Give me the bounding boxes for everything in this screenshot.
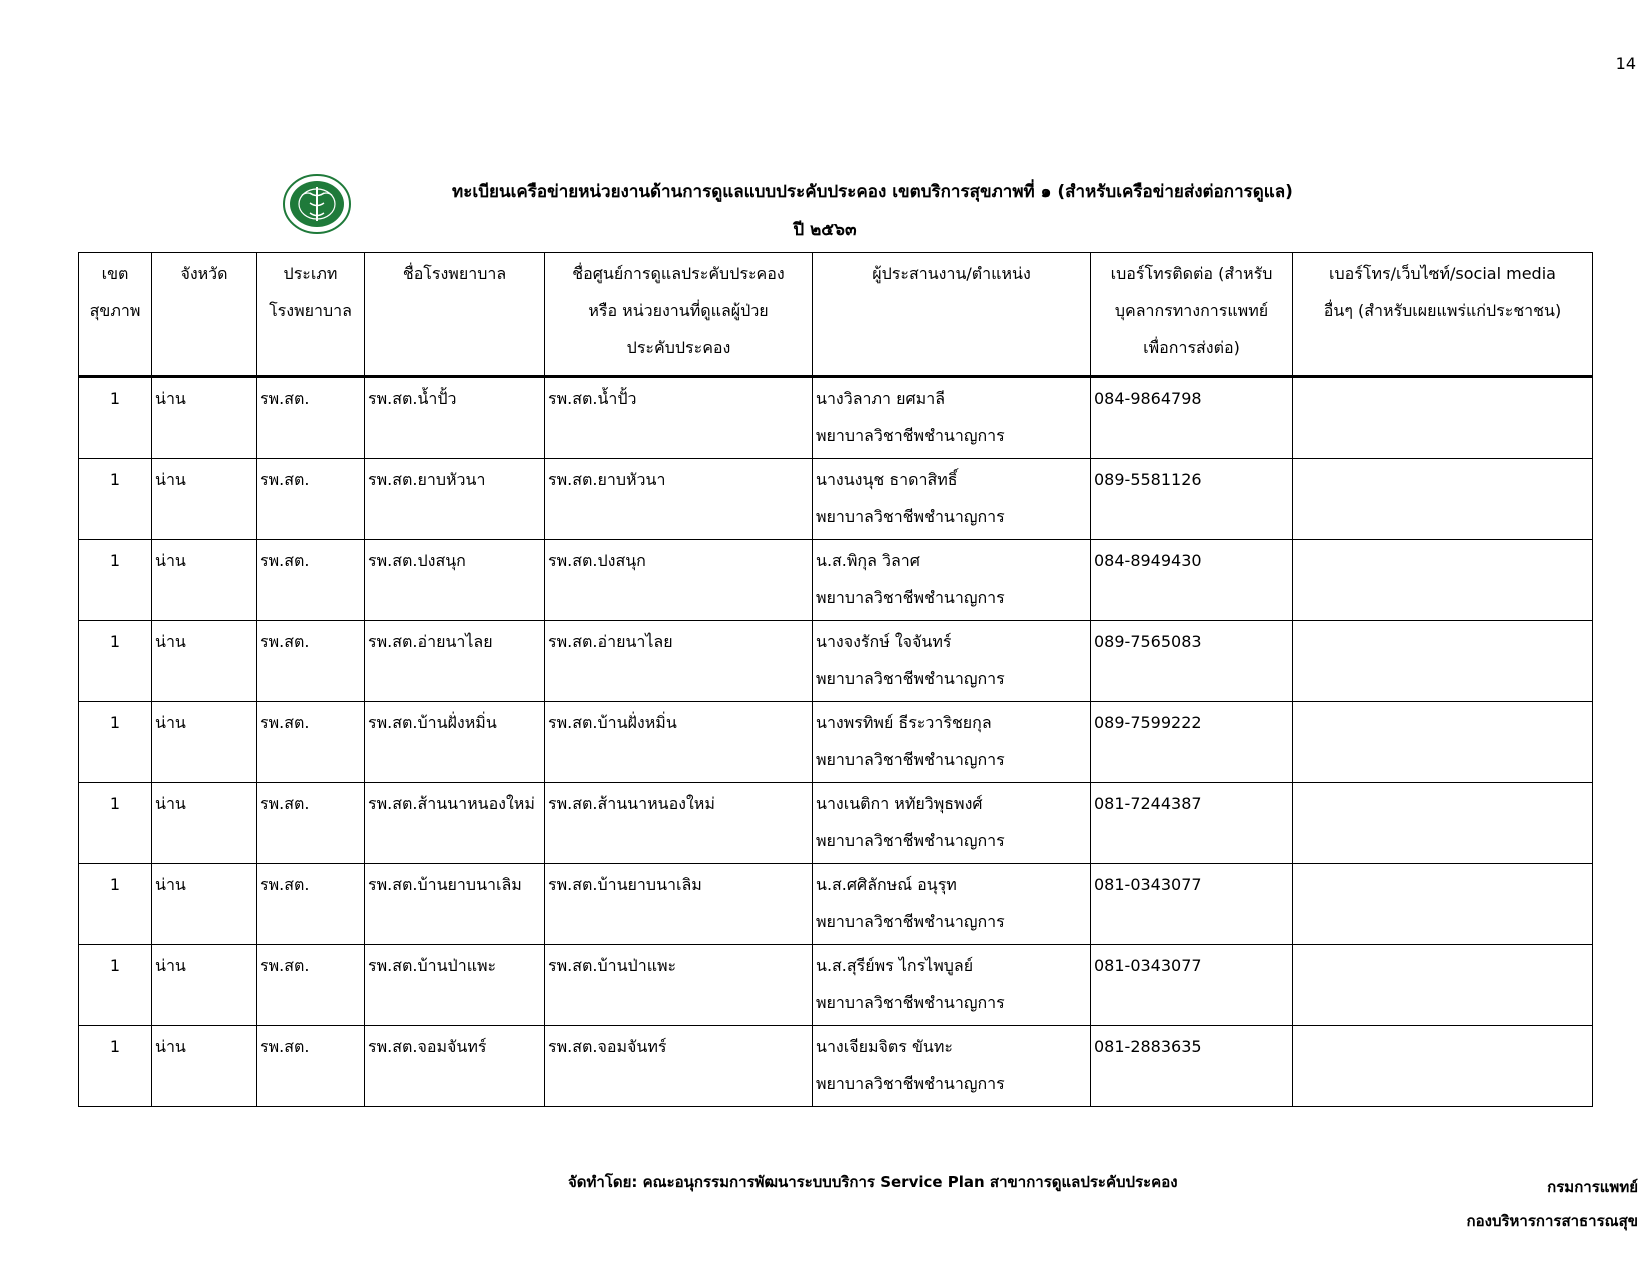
cell-coordinator xyxy=(813,377,1091,459)
table-header-row xyxy=(79,253,1593,377)
coordinator-name: น.ส.ศศิลักษณ์ อนุรุท xyxy=(816,875,957,894)
cell-type: รพ.สต. xyxy=(257,702,365,783)
cell-hospital: รพ.สต.บ้านป่าแพะ xyxy=(365,945,545,1026)
cell-phone: 081-2883635 xyxy=(1091,1026,1293,1107)
cell-type: รพ.สต. xyxy=(257,783,365,864)
coordinator-name: น.ส.พิกุล วิลาศ xyxy=(816,551,920,570)
cell-province: น่าน xyxy=(152,621,257,702)
cell-hospital: รพ.สต.บ้านยาบนาเลิม xyxy=(365,864,545,945)
cell-coordinator xyxy=(813,864,1091,945)
cell-zone: 1 xyxy=(79,702,152,783)
coordinator-name: นางเจียมจิตร ขันทะ xyxy=(816,1037,953,1056)
cell-hospital: รพ.สต.จอมจันทร์ xyxy=(365,1026,545,1107)
header-hospital-type: ประเภท โรงพยาบาล xyxy=(257,253,365,377)
cell-zone: 1 xyxy=(79,540,152,621)
coordinator-name: นางพรทิพย์ ธีระวาริชยกุล xyxy=(816,713,992,732)
document-subtitle: ปี ๒๕๖๓ xyxy=(793,220,857,240)
table-body xyxy=(79,377,1593,1107)
cell-province: น่าน xyxy=(152,864,257,945)
cell-hospital: รพ.สต.อ่ายนาไลย xyxy=(365,621,545,702)
header-care-center: ชื่อศูนย์การดูแลประคับประคอง หรือ หน่วยงานที่ดูแลผู้ป่วย ประคับประคอง xyxy=(545,253,813,377)
coordinator-name: นางจงรักษ์ ใจจันทร์ xyxy=(816,632,952,651)
cell-hospital: รพ.สต.ยาบหัวนา xyxy=(365,459,545,540)
cell-province: น่าน xyxy=(152,1026,257,1107)
cell-zone: 1 xyxy=(79,377,152,459)
table-row xyxy=(79,702,1593,783)
cell-type: รพ.สต. xyxy=(257,377,365,459)
coordinator-name: นางวิลาภา ยศมาลี xyxy=(816,389,945,408)
cell-province: น่าน xyxy=(152,702,257,783)
cell-public xyxy=(1293,621,1593,702)
cell-zone: 1 xyxy=(79,945,152,1026)
cell-phone: 081-0343077 xyxy=(1091,864,1293,945)
cell-center: รพ.สต.น้ำปั้ว xyxy=(545,377,813,459)
prepared-by-note: จัดทำโดย: คณะอนุกรรมการพัฒนาระบบบริการ Service Plan สาขาการดูแลประคับประคอง xyxy=(568,1173,1178,1191)
cell-coordinator xyxy=(813,540,1091,621)
cell-type: รพ.สต. xyxy=(257,864,365,945)
cell-coordinator xyxy=(813,783,1091,864)
cell-coordinator xyxy=(813,1026,1091,1107)
coordinator-position: พยาบาลวิชาชีพชำนาญการ xyxy=(816,831,1005,850)
coordinator-position: พยาบาลวิชาชีพชำนาญการ xyxy=(816,993,1005,1012)
coordinator-position: พยาบาลวิชาชีพชำนาญการ xyxy=(816,669,1005,688)
cell-zone: 1 xyxy=(79,1026,152,1107)
cell-public xyxy=(1293,702,1593,783)
cell-public xyxy=(1293,783,1593,864)
registry-table xyxy=(78,252,1593,1107)
cell-phone: 089-7565083 xyxy=(1091,621,1293,702)
cell-type: รพ.สต. xyxy=(257,945,365,1026)
header-hospital-name: ชื่อโรงพยาบาล xyxy=(365,253,545,377)
cell-province: น่าน xyxy=(152,459,257,540)
table-row xyxy=(79,621,1593,702)
cell-coordinator xyxy=(813,702,1091,783)
coordinator-position: พยาบาลวิชาชีพชำนาญการ xyxy=(816,507,1005,526)
table-row xyxy=(79,377,1593,459)
cell-coordinator xyxy=(813,621,1091,702)
cell-phone: 081-0343077 xyxy=(1091,945,1293,1026)
coordinator-position: พยาบาลวิชาชีพชำนาญการ xyxy=(816,912,1005,931)
cell-type: รพ.สต. xyxy=(257,1026,365,1107)
footer-org-line2: กองบริหารการสาธารณสุข xyxy=(1466,1212,1638,1230)
cell-public xyxy=(1293,1026,1593,1107)
cell-center: รพ.สต.ส้านนาหนองใหม่ xyxy=(545,783,813,864)
cell-center: รพ.สต.บ้านยาบนาเลิม xyxy=(545,864,813,945)
cell-phone: 084-8949430 xyxy=(1091,540,1293,621)
header-province: จังหวัด xyxy=(152,253,257,377)
cell-hospital: รพ.สต.บ้านฝั่งหมิ่น xyxy=(365,702,545,783)
coordinator-position: พยาบาลวิชาชีพชำนาญการ xyxy=(816,750,1005,769)
cell-public xyxy=(1293,945,1593,1026)
cell-province: น่าน xyxy=(152,783,257,864)
cell-hospital: รพ.สต.ปงสนุก xyxy=(365,540,545,621)
footer-org-line1: กรมการแพทย์ xyxy=(1547,1178,1638,1196)
cell-public xyxy=(1293,459,1593,540)
coordinator-name: นางนงนุช ธาดาสิทธิ์ xyxy=(816,470,958,489)
coordinator-name: นางเนติกา หทัยวิพุธพงศ์ xyxy=(816,794,983,813)
cell-zone: 1 xyxy=(79,864,152,945)
cell-hospital: รพ.สต.ส้านนาหนองใหม่ xyxy=(365,783,545,864)
cell-center: รพ.สต.บ้านป่าแพะ xyxy=(545,945,813,1026)
cell-public xyxy=(1293,540,1593,621)
coordinator-position: พยาบาลวิชาชีพชำนาญการ xyxy=(816,1074,1005,1093)
table-row xyxy=(79,783,1593,864)
cell-coordinator xyxy=(813,459,1091,540)
cell-type: รพ.สต. xyxy=(257,621,365,702)
table-row xyxy=(79,945,1593,1026)
cell-center: รพ.สต.ยาบหัวนา xyxy=(545,459,813,540)
cell-hospital: รพ.สต.น้ำปั้ว xyxy=(365,377,545,459)
coordinator-position: พยาบาลวิชาชีพชำนาญการ xyxy=(816,588,1005,607)
cell-type: รพ.สต. xyxy=(257,459,365,540)
coordinator-name: น.ส.สุรีย์พร ไกรไพบูลย์ xyxy=(816,956,974,975)
cell-zone: 1 xyxy=(79,783,152,864)
cell-type: รพ.สต. xyxy=(257,540,365,621)
cell-public xyxy=(1293,377,1593,459)
document-title: ทะเบียนเครือข่ายหน่วยงานด้านการดูแลแบบประคับประคอง เขตบริการสุขภาพที่ ๑ (สำหรับเครือข่ายส่งต่อการดูแล) xyxy=(452,182,1293,202)
cell-coordinator xyxy=(813,945,1091,1026)
header-public-contact: เบอร์โทร/เว็บไซท์/social media อื่นๆ (สำหรับเผยแพร่แก่ประชาชน) xyxy=(1293,253,1593,377)
footer-organization xyxy=(1467,1170,1638,1238)
cell-center: รพ.สต.บ้านฝั่งหมิ่น xyxy=(545,702,813,783)
table-row xyxy=(79,459,1593,540)
cell-center: รพ.สต.อ่ายนาไลย xyxy=(545,621,813,702)
cell-province: น่าน xyxy=(152,377,257,459)
header-zone: เขต สุขภาพ xyxy=(79,253,152,377)
cell-province: น่าน xyxy=(152,540,257,621)
cell-public xyxy=(1293,864,1593,945)
cell-center: รพ.สต.ปงสนุก xyxy=(545,540,813,621)
table-row xyxy=(79,864,1593,945)
header-referral-phone: เบอร์โทรติดต่อ (สำหรับ บุคลากรทางการแพทย์ เพื่อการส่งต่อ) xyxy=(1091,253,1293,377)
cell-phone: 089-7599222 xyxy=(1091,702,1293,783)
cell-phone: 081-7244387 xyxy=(1091,783,1293,864)
cell-center: รพ.สต.จอมจันทร์ xyxy=(545,1026,813,1107)
page-number: 14 xyxy=(1615,54,1636,73)
cell-province: น่าน xyxy=(152,945,257,1026)
cell-zone: 1 xyxy=(79,459,152,540)
cell-zone: 1 xyxy=(79,621,152,702)
coordinator-position: พยาบาลวิชาชีพชำนาญการ xyxy=(816,426,1005,445)
header-coordinator: ผู้ประสานงาน/ตำแหน่ง xyxy=(813,253,1091,377)
table-row xyxy=(79,540,1593,621)
cell-phone: 089-5581126 xyxy=(1091,459,1293,540)
table-row xyxy=(79,1026,1593,1107)
cell-phone: 084-9864798 xyxy=(1091,377,1293,459)
